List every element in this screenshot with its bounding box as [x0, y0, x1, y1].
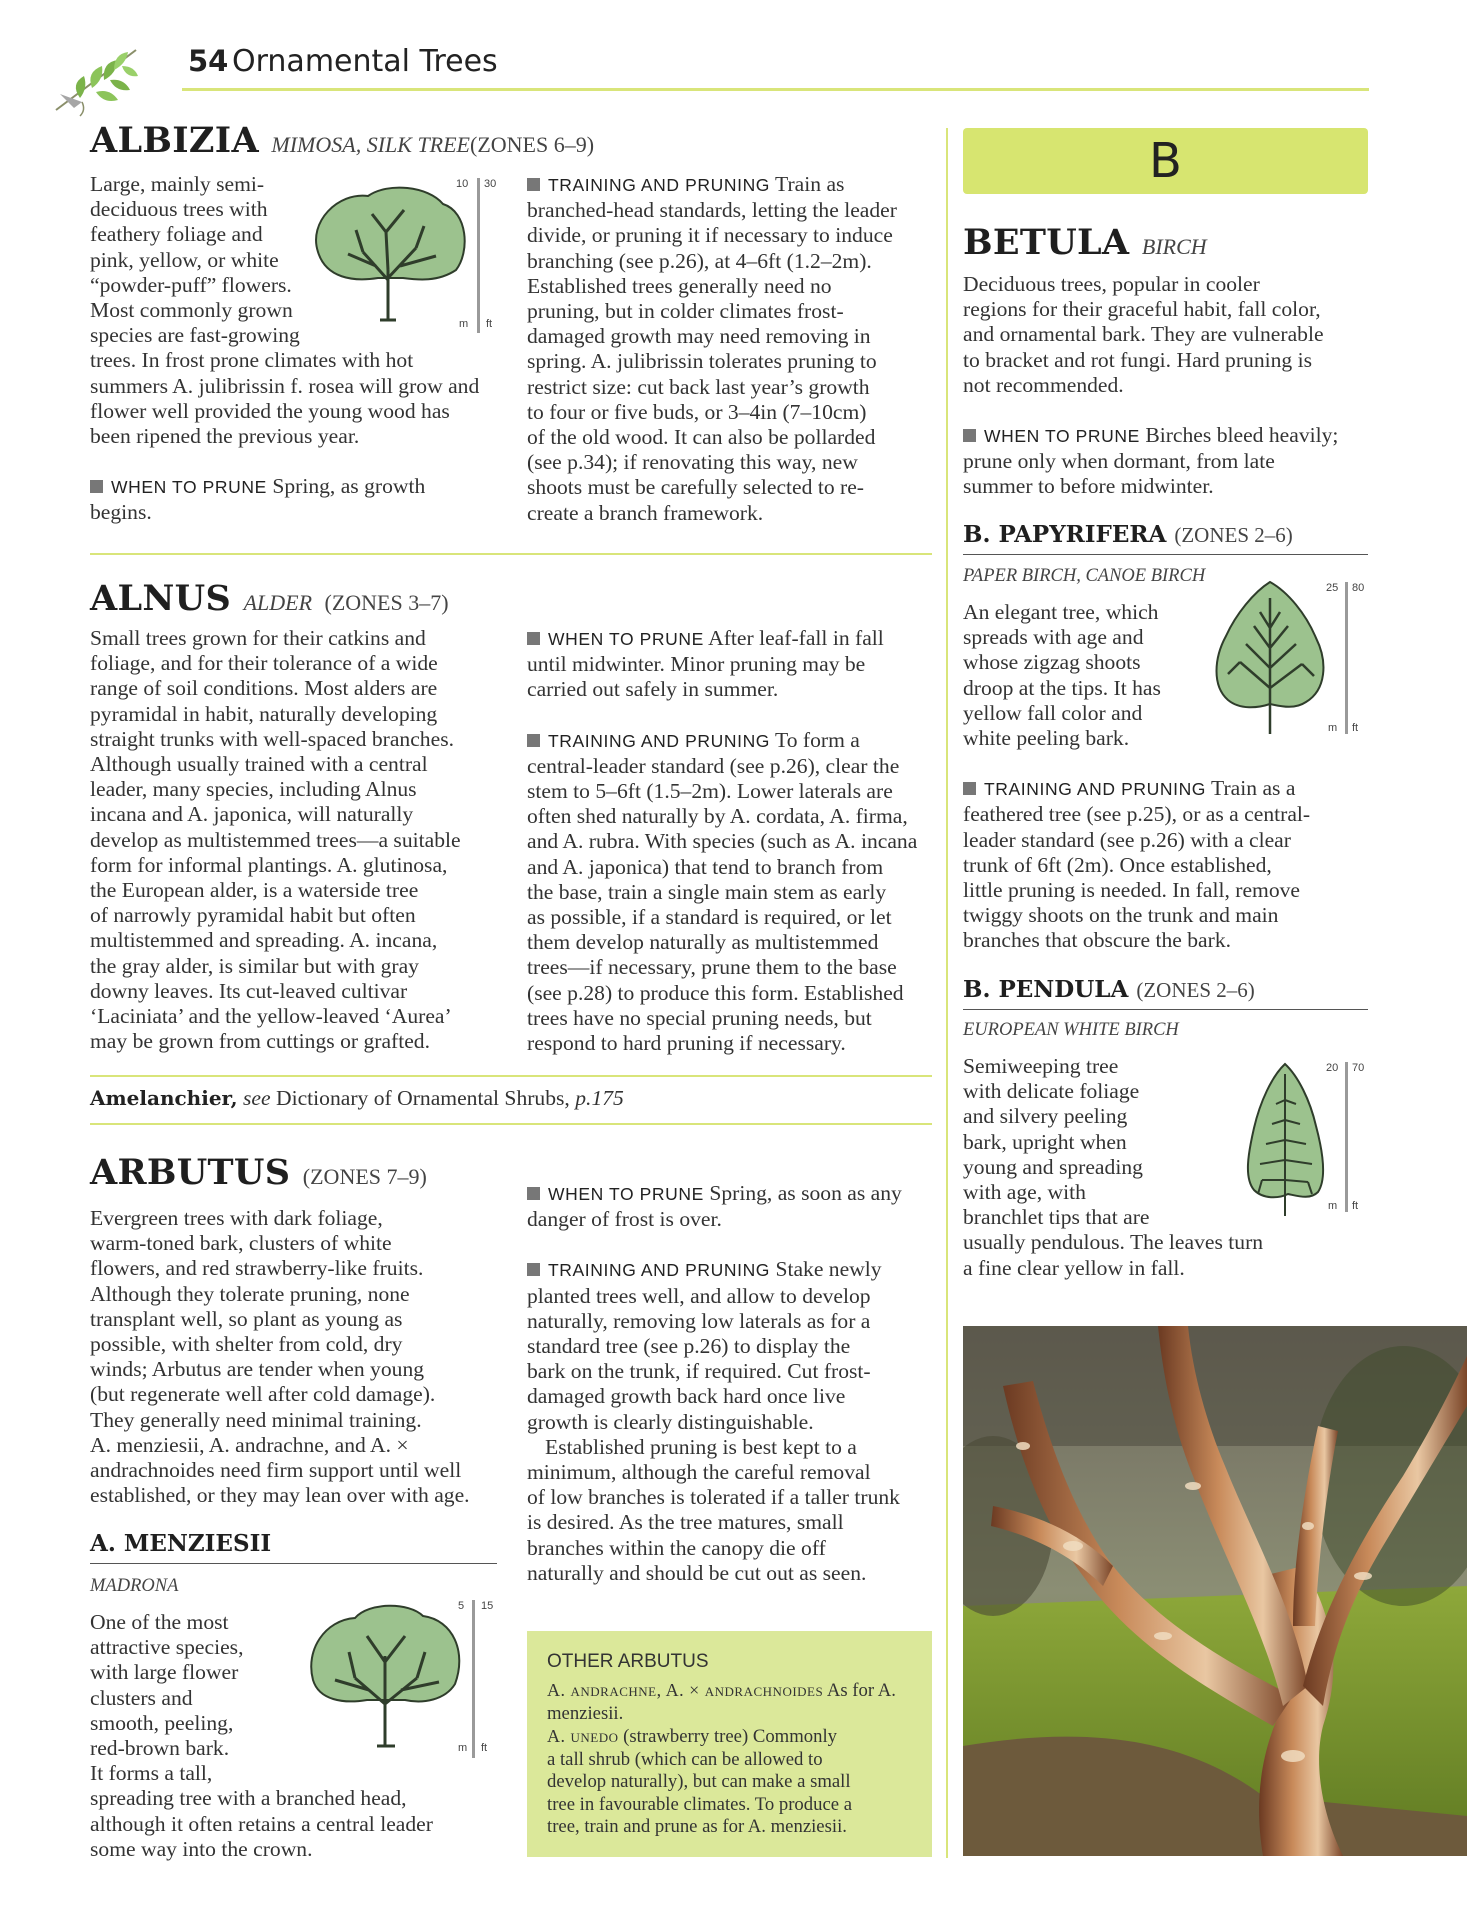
birch-trunk-photo: [963, 1326, 1467, 1856]
arbutus-when-line: Spring, as soon as any: [709, 1181, 902, 1205]
papyrifera-common: PAPER BIRCH, CANOE BIRCH: [963, 566, 1206, 586]
amelanchier-see: see: [243, 1086, 271, 1110]
page-number: 54: [188, 44, 229, 78]
papyrifera-training-label: TRAINING AND PRUNING: [984, 779, 1207, 800]
alnus-training-line: trees have no special pruning needs, but: [527, 1005, 872, 1030]
albizia-when-label: WHEN TO PRUNE: [111, 477, 267, 498]
bullet-square-icon: [527, 632, 540, 645]
arbutus-line: They generally need minimal training.: [90, 1407, 422, 1432]
alnus-line: develop as multistemmed trees—a suitable: [90, 827, 461, 852]
menziesii-line: spreading tree with a branched head,: [90, 1786, 407, 1811]
albizia-training-line: damaged growth may need removing in: [527, 324, 871, 349]
arbutus-heading: [90, 1152, 427, 1193]
alnus-training-line: respond to hard pruning if necessary.: [527, 1031, 846, 1056]
arbutus-training-label: TRAINING AND PRUNING: [548, 1260, 771, 1281]
alnus-training-label: TRAINING AND PRUNING: [548, 730, 771, 751]
pendula-line: bark, upright when: [963, 1129, 1127, 1154]
albizia-training-line: Train as: [775, 172, 845, 196]
pendula-line: Semiweeping tree: [963, 1054, 1119, 1078]
arbutus-pruning: [527, 1181, 937, 1586]
albizia-line: “powder-puff” flowers.: [90, 272, 292, 297]
bullet-square-icon: [963, 429, 976, 442]
menziesii-line: some way into the crown.: [90, 1836, 313, 1861]
alnus-line: the gray alder, is similar but with gray: [90, 953, 419, 978]
pendula-line: and silvery peeling: [963, 1104, 1128, 1129]
betula-name: BETULA: [963, 222, 1130, 263]
arbutus-training-line: growth is clearly distinguishable.: [527, 1409, 814, 1434]
arbutus-training-line: Stake newly: [775, 1257, 882, 1282]
section-divider: [90, 1123, 932, 1125]
arbutus-zones: (ZONES 7–9): [302, 1164, 427, 1189]
arbutus-line: possible, with shelter from cold, dry: [90, 1332, 403, 1357]
alnus-line: foliage, and for their tolerance of a wide: [90, 651, 438, 676]
menziesii-line: attractive species,: [90, 1635, 244, 1660]
pendula-line: with age, with: [963, 1180, 1086, 1205]
amelanchier-crossref: [90, 1086, 624, 1111]
albizia-heading: [90, 120, 594, 161]
scale-m-value: 25: [1326, 582, 1339, 594]
other-arbutus-text: [547, 1679, 912, 1839]
betula-line: and ornamental bark. They are vulnerable: [963, 322, 1324, 347]
albizia-scale: [456, 178, 500, 338]
arbutus-training-line: bark on the trunk, if required. Cut frost-: [527, 1359, 871, 1384]
bullet-square-icon: [527, 734, 540, 747]
alnus-description: [90, 626, 505, 1054]
other-arbutus-item2-line: (strawberry tree) Commonly: [623, 1726, 837, 1747]
albizia-common: MIMOSA, SILK TREE: [271, 132, 470, 157]
bullet-square-icon: [527, 178, 540, 191]
pendula-line: usually pendulous. The leaves turn: [963, 1230, 1264, 1255]
alnus-line: range of soil conditions. Most alders are: [90, 676, 438, 701]
betula-common: BIRCH: [1141, 234, 1207, 259]
menziesii-line: smooth, peeling,: [90, 1710, 234, 1735]
arbutus-description: [90, 1206, 510, 1508]
papyrifera-training-line: Train as a: [1211, 776, 1296, 801]
menziesii-line: clusters and: [90, 1685, 193, 1710]
pendula-name: B. PENDULA: [963, 976, 1129, 1003]
betula-when-label: WHEN TO PRUNE: [984, 426, 1140, 447]
pendula-scale: [1326, 1062, 1370, 1216]
arbutus-when-label: WHEN TO PRUNE: [548, 1184, 704, 1204]
pendula-line: with delicate foliage: [963, 1079, 1140, 1104]
papyrifera-heading: [963, 521, 1293, 548]
arbutus-training-line: standard tree (see p.26) to display the: [527, 1334, 851, 1359]
arbutus-line: warm-toned bark, clusters of white: [90, 1231, 392, 1256]
amelanchier-name: Amelanchier,: [90, 1086, 238, 1110]
betula-heading: [963, 222, 1207, 263]
arbutus-line: (but regenerate well after cold damage).: [90, 1382, 436, 1407]
albizia-line: feathery foliage and: [90, 222, 263, 247]
arbutus-line: A. menziesii, A. andrachne, and A. ×: [90, 1432, 409, 1457]
albizia-line: pink, yellow, or white: [90, 247, 279, 272]
alnus-training-line: and A. japonica) that tend to branch from: [527, 854, 884, 879]
albizia-training-line: restrict size: cut back last year’s growth: [527, 374, 870, 399]
alnus-heading: [90, 578, 449, 619]
alnus-line: pyramidal in habit, naturally developing: [90, 701, 438, 726]
alnus-training-line: as possible, if a standard is required, or let: [527, 905, 892, 930]
papyrifera-line: white peeling bark.: [963, 726, 1130, 751]
arbutus-line: established, or they may lean over with age.: [90, 1483, 470, 1508]
menziesii-line: although it often retains a central leader: [90, 1811, 433, 1836]
other-arbutus-item1-name: A. andrachne, A. × andrachnoides: [547, 1680, 824, 1700]
papyrifera-zones: (ZONES 2–6): [1174, 523, 1293, 547]
albizia-training-line: of the old wood. It can also be pollarded: [527, 425, 876, 450]
betula-when-line: prune only when dormant, from late: [963, 449, 1275, 474]
arbutus-training-line: naturally, removing low laterals as for a: [527, 1308, 871, 1333]
amelanchier-page[interactable]: p.175: [575, 1086, 624, 1110]
bullet-square-icon: [90, 480, 103, 493]
alnus-line: of narrowly pyramidal habit but often: [90, 903, 416, 928]
arbutus-line: Evergreen trees with dark foliage,: [90, 1206, 383, 1230]
other-arbutus-item2-line: tree in favourable climates. To produce a: [547, 1793, 853, 1815]
albizia-line: been ripened the previous year.: [90, 424, 360, 449]
albizia-line: trees. In frost prone climates with hot: [90, 348, 414, 373]
header-rule: [182, 88, 1369, 91]
albizia-training-line: (see p.34); if renovating this way, new: [527, 450, 858, 475]
albizia-training-line: shoots must be carefully selected to re-: [527, 475, 864, 500]
albizia-line: flower well provided the young wood has: [90, 398, 450, 423]
albizia-training-line: create a branch framework.: [527, 500, 764, 525]
arbutus-training-line: damaged growth back hard once live: [527, 1384, 846, 1409]
page-title: Ornamental Trees: [232, 44, 498, 79]
papyrifera-line: An elegant tree, which: [963, 600, 1159, 624]
bullet-square-icon: [527, 1187, 540, 1200]
alnus-line: form for informal plantings. A. glutinosa,: [90, 852, 448, 877]
pendula-heading: [963, 976, 1255, 1003]
alnus-training-line: them develop naturally as multistemmed: [527, 930, 879, 955]
alnus-when-line: After leaf-fall in fall: [708, 626, 884, 650]
albizia-name: ALBIZIA: [90, 120, 259, 161]
alnus-name: ALNUS: [90, 578, 232, 619]
alnus-training-line: central-leader standard (see p.26), clear the: [527, 753, 900, 778]
scale-m-unit: m: [458, 1742, 468, 1754]
albizia-training: [527, 172, 937, 526]
scale-ft-unit: ft: [1352, 1200, 1359, 1212]
albizia-tree-icon: [308, 182, 468, 322]
alnus-training-line: stem to 5–6ft (1.5–2m). Lower laterals are: [527, 779, 893, 804]
menziesii-common: MADRONA: [90, 1576, 179, 1596]
arbutus-training-line: planted trees well, and allow to develop: [527, 1283, 871, 1308]
pendula-line: young and spreading: [963, 1154, 1143, 1179]
other-arbutus-box: [527, 1631, 932, 1857]
albizia-training-line: to four or five buds, or 3–4in (7–10cm): [527, 399, 867, 424]
menziesii-heading: A. MENZIESII: [90, 1530, 272, 1557]
alnus-line: leader, many species, including Alnus: [90, 777, 417, 802]
papyrifera-scale: [1326, 582, 1370, 738]
papyrifera-training-line: little pruning is needed. In fall, remove: [963, 878, 1301, 903]
menziesii-line: It forms a tall,: [90, 1761, 213, 1786]
betula-when-line: summer to before midwinter.: [963, 474, 1214, 499]
scale-ft-unit: ft: [481, 1742, 488, 1754]
alnus-zones: (ZONES 3–7): [324, 590, 449, 615]
alnus-line: the European alder, is a waterside tree: [90, 878, 419, 903]
scale-ft-value: 80: [1352, 582, 1365, 594]
betula-when-line: Birches bleed heavily;: [1145, 423, 1339, 448]
other-arbutus-item2-name: A. unedo: [547, 1726, 619, 1746]
menziesii-line: One of the most: [90, 1610, 229, 1634]
alnus-training-line: and A. rubra. With species (such as A. incana: [527, 829, 918, 854]
other-arbutus-item2-line: develop naturally), but can make a small: [547, 1771, 851, 1792]
papyrifera-line: whose zigzag shoots: [963, 650, 1141, 675]
subheading-rule: [90, 1563, 497, 1564]
menziesii-line: red-brown bark.: [90, 1736, 230, 1761]
arbutus-training-line: branches within the canopy die off: [527, 1535, 826, 1560]
albizia-training-line: branching (see p.26), at 4–6ft (1.2–2m).: [527, 248, 872, 273]
menziesii-tree-icon: [305, 1600, 465, 1750]
other-arbutus-item1-text: As for A. menziesii.: [547, 1680, 896, 1724]
arbutus-line: winds; Arbutus are tender when young: [90, 1357, 425, 1382]
papyrifera-name: B. PAPYRIFERA: [963, 521, 1167, 548]
albizia-training-line: divide, or pruning it if necessary to induce: [527, 223, 893, 248]
header-leaf-icon: [52, 36, 144, 118]
alnus-when-label: WHEN TO PRUNE: [548, 629, 704, 649]
scale-ft-unit: ft: [486, 318, 493, 330]
arbutus-training-line: minimum, although the careful removal: [527, 1460, 871, 1485]
scale-ft-value: 15: [481, 1600, 494, 1612]
pendula-tree-icon: [1240, 1060, 1330, 1220]
albizia-training-line: branched-head standards, letting the leader: [527, 198, 897, 223]
scale-m-value: 5: [458, 1600, 465, 1612]
alnus-line: incana and A. japonica, will naturally: [90, 802, 414, 827]
other-arbutus-title: OTHER ARBUTUS: [547, 1651, 709, 1672]
pendula-line: a fine clear yellow in fall.: [963, 1255, 1185, 1280]
alnus-training-line: often shed naturally by A. cordata, A. firma,: [527, 804, 908, 829]
scale-ft-value: 70: [1352, 1062, 1365, 1074]
pendula-common: EUROPEAN WHITE BIRCH: [963, 1020, 1179, 1040]
scale-ft-unit: ft: [1352, 722, 1359, 734]
albizia-line: Large, mainly semi-: [90, 172, 265, 196]
albizia-line: deciduous trees with: [90, 197, 268, 222]
papyrifera-line: yellow fall color and: [963, 700, 1143, 725]
arbutus-training-line: of low branches is tolerated if a taller trunk: [527, 1485, 900, 1510]
betula-line: to bracket and rot fungi. Hard pruning is: [963, 347, 1313, 372]
pendula-line: branchlet tips that are: [963, 1205, 1150, 1230]
albizia-when-text: Spring, as growth: [272, 474, 426, 499]
albizia-line: species are fast-growing: [90, 323, 300, 348]
arbutus-training-line: naturally and should be cut out as seen.: [527, 1560, 867, 1585]
menziesii-scale: [456, 1600, 500, 1762]
other-arbutus-item2-line: a tall shrub (which can be allowed to: [547, 1748, 823, 1770]
arbutus-when-line: danger of frost is over.: [527, 1207, 722, 1232]
scale-m-unit: m: [1328, 722, 1338, 734]
alnus-training-line: the base, train a single main stem as early: [527, 879, 887, 904]
pendula-zones: (ZONES 2–6): [1136, 978, 1255, 1002]
section-divider: [90, 1075, 932, 1077]
papyrifera-training-line: leader standard (see p.26) with a clear: [963, 827, 1291, 852]
albizia-training-line: pruning, but in colder climates frost-: [527, 299, 844, 324]
papyrifera-training-line: twiggy shoots on the trunk and main: [963, 903, 1279, 928]
albizia-training-label: TRAINING AND PRUNING: [548, 175, 771, 195]
alnus-when-line: until midwinter. Minor pruning may be: [527, 652, 866, 677]
papyrifera-training-line: trunk of 6ft (2m). Once established,: [963, 852, 1272, 877]
scale-ft-value: 30: [484, 178, 497, 190]
papyrifera-training-line: feathered tree (see p.25), or as a central-: [963, 802, 1311, 827]
alnus-line: ‘Laciniata’ and the yellow-leaved ‘Aurea’: [90, 1004, 452, 1029]
arbutus-line: flowers, and red strawberry-like fruits.: [90, 1256, 424, 1281]
betula-description: [963, 272, 1373, 500]
albizia-when-text-2: begins.: [90, 500, 152, 525]
alnus-line: downy leaves. Its cut-leaved cultivar: [90, 978, 408, 1003]
betula-line: regions for their graceful habit, fall color,: [963, 297, 1321, 322]
alnus-training-line: (see p.28) to produce this form. Established: [527, 980, 904, 1005]
amelanchier-ref: Dictionary of Ornamental Shrubs,: [275, 1086, 570, 1110]
albizia-zones: (ZONES 6–9): [470, 132, 595, 157]
subheading-rule: [963, 1009, 1368, 1010]
menziesii-line: with large flower: [90, 1660, 239, 1685]
alnus-line: straight trunks with well-spaced branches.: [90, 726, 454, 751]
papyrifera-training-line: branches that obscure the bark.: [963, 928, 1232, 953]
albizia-line: Most commonly grown: [90, 298, 293, 323]
arbutus-training-line: is desired. As the tree matures, small: [527, 1510, 844, 1535]
arbutus-line: Although they tolerate pruning, none: [90, 1281, 410, 1306]
scale-m-unit: m: [1328, 1200, 1338, 1212]
alnus-pruning: [527, 626, 937, 1056]
albizia-training-line: Established trees generally need no: [527, 273, 832, 298]
alnus-when-line: carried out safely in summer.: [527, 677, 779, 702]
scale-m-value: 20: [1326, 1062, 1339, 1074]
column-divider: [946, 128, 948, 1858]
alnus-training-line: To form a: [775, 727, 860, 752]
betula-line: Deciduous trees, popular in cooler: [963, 272, 1260, 296]
arbutus-line: andrachnoides need firm support until well: [90, 1458, 462, 1483]
bullet-square-icon: [527, 1263, 540, 1276]
bullet-square-icon: [963, 782, 976, 795]
alnus-line: Small trees grown for their catkins and: [90, 626, 426, 650]
papyrifera-line: spreads with age and: [963, 625, 1144, 650]
arbutus-training-line: Established pruning is best kept to a: [545, 1434, 857, 1459]
alnus-common: ALDER: [243, 590, 313, 615]
section-letter-box: B: [963, 128, 1368, 194]
albizia-training-line: spring. A. julibrissin tolerates pruning to: [527, 349, 877, 374]
albizia-line: summers A. julibrissin f. rosea will grow and: [90, 373, 480, 398]
alnus-line: may be grown from cuttings or grafted.: [90, 1029, 431, 1054]
alnus-line: multistemmed and spreading. A. incana,: [90, 928, 438, 953]
other-arbutus-item2-line: tree, train and prune as for A. menziesii.: [547, 1816, 847, 1837]
scale-m-unit: m: [459, 318, 469, 330]
subheading-rule: [963, 554, 1368, 555]
scale-m-value: 10: [456, 178, 469, 190]
arbutus-name: ARBUTUS: [90, 1152, 291, 1193]
arbutus-line: transplant well, so plant as young as: [90, 1306, 403, 1331]
papyrifera-tree-icon: [1210, 578, 1330, 738]
section-divider: [90, 553, 932, 555]
alnus-line: Although usually trained with a central: [90, 752, 428, 777]
papyrifera-line: droop at the tips. It has: [963, 675, 1161, 700]
alnus-training-line: trees—if necessary, prune them to the base: [527, 955, 897, 980]
betula-line: not recommended.: [963, 372, 1124, 397]
